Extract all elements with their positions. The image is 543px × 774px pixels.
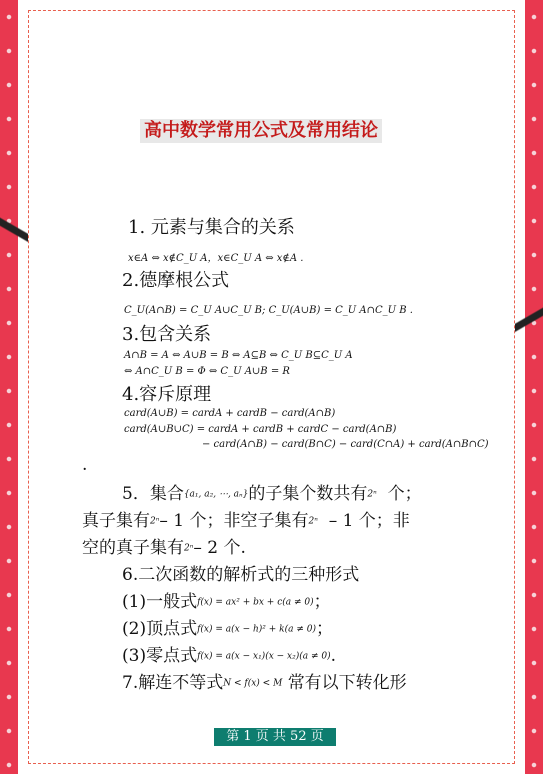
s5-power-2: 2ⁿ: [150, 516, 160, 527]
section-4-formula-2: card(A∪B∪C) = cardA + cardB + cardC − card(A∩B): [124, 424, 397, 435]
section-2-formula: C_U(A∩B) = C_U A∪C_U B; C_U(A∪B) = C_U A∩C_U B .: [124, 305, 413, 316]
section-6-line-3: [122, 643, 336, 670]
section-6-line-1: [122, 589, 331, 616]
s6-end-2: ；: [316, 619, 334, 639]
s5-text-e: – 1 个；非空子集有: [159, 511, 309, 531]
left-dot-pattern: [5, 0, 13, 774]
s6-label-1: (1)一般式: [122, 592, 198, 612]
s5-power-1: 2ⁿ: [367, 489, 377, 500]
s5-set-formula: {a₁, a₂, ⋯, aₙ}: [183, 489, 249, 500]
section-1-heading: 1. 元素与集合的关系: [128, 217, 295, 238]
section-7-line: [122, 670, 407, 697]
section-1-formula: x∈A ⇔ x∉C_U A，x∈C_U A ⇔ x∉A .: [128, 253, 304, 264]
section-6-line-2: [122, 616, 333, 643]
s5-power-3: 2ⁿ: [308, 516, 318, 527]
s7-formula: N < f(x) < M: [223, 678, 283, 689]
section-3-formula-2: ⇔ A∩C_U B = Φ ⇔ C_U A∪B = R: [124, 366, 290, 377]
section-6-heading: 6.二次函数的解析式的三种形式: [122, 565, 360, 585]
s6-formula-3: f(x) = a(x − x₁)(x − x₂)(a ≠ 0): [197, 651, 331, 662]
s6-formula-2: f(x) = a(x − h)² + k(a ≠ 0): [197, 624, 317, 635]
s5-text-f: – 1 个；非: [328, 511, 410, 531]
s6-end-3: .: [330, 646, 337, 666]
s7-text-b: 常有以下转化形: [287, 673, 407, 693]
s7-text-a: 7.解连不等式: [122, 673, 224, 693]
section-4-formula-1: card(A∪B) = cardA + cardB − card(A∩B): [124, 408, 336, 419]
section-4-heading: 4.容斥原理: [122, 384, 212, 405]
page-number-footer: 第 1 页 共 52 页: [214, 728, 336, 746]
s6-label-2: (2)顶点式: [122, 619, 198, 639]
s6-end-1: ；: [313, 592, 331, 612]
section-4-end-dot: .: [82, 455, 88, 475]
s5-text-a: 5．集合: [122, 484, 184, 504]
section-5-line-3: [82, 535, 246, 562]
section-3-heading: 3.包含关系: [122, 324, 212, 345]
section-5-line-2: [82, 508, 410, 535]
s5-power-4: 2ⁿ: [184, 543, 194, 554]
s5-text-b: 的子集个数共有: [248, 484, 368, 504]
s6-formula-1: f(x) = ax² + bx + c(a ≠ 0): [197, 597, 314, 608]
section-3-formula-1: A∩B = A ⇔ A∪B = B ⇔ A⊆B ⇔ C_U B⊆C_U A: [124, 350, 353, 361]
s5-text-g: 空的真子集有: [82, 538, 184, 558]
section-2-heading: 2.德摩根公式: [122, 270, 230, 291]
section-5-line-1: [122, 481, 422, 508]
s5-text-h: – 2 个.: [193, 538, 246, 558]
page-title: 高中数学常用公式及常用结论: [140, 119, 382, 143]
s5-text-d: 真子集有: [82, 511, 150, 531]
s5-text-c: 个；: [387, 484, 422, 504]
section-4-formula-3: − card(A∩B) − card(B∩C) − card(C∩A) + card(A∩B∩C): [202, 439, 489, 450]
s6-label-3: (3)零点式: [122, 646, 198, 666]
